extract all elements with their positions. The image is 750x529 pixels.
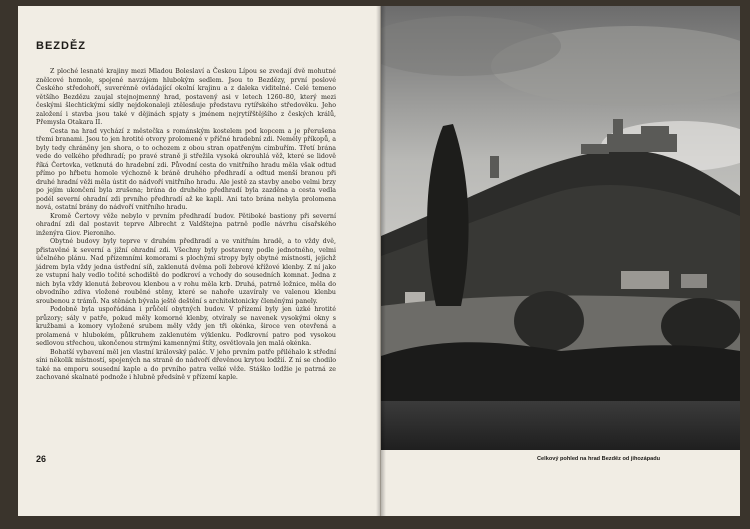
- paragraph: Podobně byla uspořádána i průčelí obytných budov. V přízemí byly jen úzké hrotité průzory; sály v patře, pokud měly komorné klenby, otvíraly se navenek vysokými okny s kružbami a komory vyložené srubem měly vždy jen tři okénka, široce ven otevřená a prolamená v hlubokém, půlkruhem zaklenutém výklenku. Podkrovní patro pod vysokou sedlovou střechou, ukončenou strmými kamennými štíty, osvětlovala jen malá okénka.: [36, 306, 336, 347]
- book-gutter: [376, 6, 386, 516]
- paragraph: Cesta na hrad vychází z městečka s románským kostelem pod kopcem a je přerušena třemi branami. Jsou to jen hrotité otvory prolomené v příčné hradební zdi. Neměly příkopů, a byly tedy chráněny jen shora, o to ochozem z obou stran opatřeným cimbuřím. Třetí brána vede do velkého předhradí; po pravé straně ji střežila vysoká okrouhlá věž, které se lidově říká Čertovka, vetknutá do hradební zdi. Původní cesta do vnitřního hradu měla však odtud přímo po hřbetu homole výchozně k bráně druhého předhradí a odtud menší branou při druhé hradní věži měla ústit do nádvoří vnitřního hradu. Ale jestě za stavby anebo velmi brzy po jejím ukončení byla zrušena; brána do druhého předhradí byla zazděna a cesta vedla podél severní ohradní zdi prvního předhradí až ke kapli. Ani tato brána nebyla prolomena nová, ostatní brány do nádvoří vnitřního hradu.: [36, 127, 336, 211]
- page-title: BEZDĚZ: [36, 40, 86, 52]
- paragraph: Kromě Čertovy věže nebylo v prvním předhradí budov. Pětiboké bastiony při severní ohradní zdi dal postavit teprve Albrecht z Valdštejna patrně podle návrhu císařského inženýra Giov. Pieroniho.: [36, 212, 336, 237]
- paragraph: Bohatší vybavení měl jen vlastní královský palác. V jeho prvním patře přiléhalo k střední síni několik místností, spojených na straně do nádvoří dřevěnou krytou lodžií. Z ní se chodilo také na emporu sousední kaple a do prvního patra velké věže. Stáško lodžie je patrná ze zachované skalnaté podnože i hlubně předsíně v přízemí kaple.: [36, 348, 336, 381]
- castle-photo-image: [381, 6, 740, 450]
- photo-caption: Celkový pohled na hrad Bezděz od jihozápadu: [537, 456, 661, 462]
- body-text: [36, 68, 336, 383]
- paragraph: Z ploché lesnaté krajiny mezi Mladou Boleslaví a Českou Lípou se zvedají dvě mohutné znělcové homole, spojené navzájem hlubokým sedlem. Jsou to Bezdězy, první poslové Českého středohoří, suverénně ovládající okolní krajinu a z daleka viditelné. Celé temeno většího Bezdězu zaujal stejnojmenný hrad, postavený asi v letech 1260–80, který mezi českými šlechtickými sídly nejdokonaleji ztělesňuje představu rytířského středověku. Jeho založení i stavba jsou také v dějinách spjaty s jménem nejrytířštějšího z českých králů, Přemysla Otakara II.: [36, 68, 336, 126]
- paragraph: Obytné budovy byly teprve v druhém předhradí a ve vnitřním hradě, a to vždy dvě, přistavěné k severní a jižní ohradní zdi. Všechny byly postaveny podle jednotného, velmi účelného plánu. Nad přízemními komorami s plochými stropy byly obytné místnosti, jejichž jádrem byla vždy jedna ústřední síň, zaklenutá dvěma poli žebrové křížové klenby. Z ní jako ze vstupní haly vedlo točité schodiště do podkroví a vchody do sousedních komnat. Jedna z nich byla vždy klenutá žebrovou klenbou a v rohu měla krb. Druhá, patrně ložnice, měla do obvodního zdiva vložené rouběné stěny, které se nahoře uzavíraly ve valenou klenbu sroubenou z trámů. Na stěnách bývala ještě deštění s architektonicky členěnými panely.: [36, 238, 336, 305]
- page-number: 26: [36, 454, 47, 464]
- castle-photo: [381, 6, 740, 450]
